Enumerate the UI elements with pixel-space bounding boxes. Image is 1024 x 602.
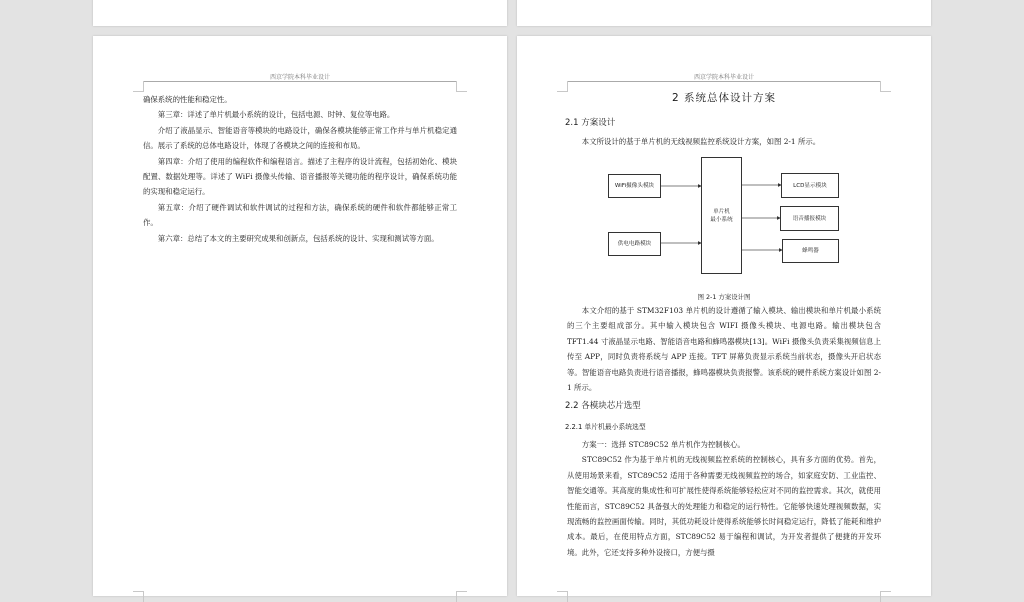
paragraph: 方案一：选择 STC89C52 单片机作为控制核心。: [581, 440, 745, 449]
paragraph: 本文所设计的基于单片机的无线视频监控系统设计方案，如图 2-1 所示。: [581, 137, 821, 146]
mcu-label-line2: 最小系统: [710, 216, 733, 223]
document-page-left: [93, 36, 507, 596]
paragraph: 确保系统的性能和稳定性。: [143, 95, 232, 104]
chapter-title: 2 系统总体设计方案: [671, 92, 777, 104]
section-2-2-body-text[interactable]: [567, 437, 881, 560]
buzzer-box: 蜂鸣器: [782, 239, 839, 263]
paragraph: 本文介绍的基于 STM32F103 单片机的设计遵循了输入模块、输出模块和单片机最小系统的三个主要组成部分。其中输入模块包含 WIFI 摄像头模块、电源电路。输出模块包含 TFT1.44 寸液晶显示电路、智能语音电路和蜂鸣器模块[13]。WiFi 摄像头负责采集视频信息上传至 APP，同时负责将系统与 APP 连接。TFT 屏幕负责显示系统当前状态，摄像头开启状态等。智能语音电路负责进行语音播报，蜂鸣器模块负责报警。该系统的硬件系统方案设计如图 2-1 所示。: [567, 306, 881, 393]
figure-description-text[interactable]: [567, 303, 881, 395]
system-block-diagram: [517, 36, 931, 336]
lcd-display-module-box: LCD显示模块: [781, 173, 839, 198]
previous-page-left: [93, 0, 507, 26]
document-page-right: [517, 36, 931, 596]
paragraph: 第四章：介绍了使用的编程软件和编程语言。描述了主程序的设计流程，包括初始化、模块配置、数据处理等。详述了 WiFi 摄像头传输、语音播报等关键功能的程序设计，确保系统功能的实现和稳定运行。: [143, 156, 457, 197]
mcu-label-line1: 单片机: [713, 208, 730, 215]
wifi-camera-module-box: WiFi摄像头模块: [608, 174, 661, 198]
previous-page-right: [517, 0, 931, 26]
margin-corner-mark: [456, 591, 467, 602]
margin-corner-mark: [557, 591, 568, 602]
figure-caption: 图 2-1 方案设计图: [697, 293, 751, 301]
paragraph: STC89C52 作为基于单片机的无线视频监控系统的控制核心，具有多方面的优势。首先，从使用场景来看，STC89C52 适用于各种需要无线视频监控的场合，如家庭安防、工业监控、智能交通等。其高度的集成性和可扩展性使得系统能够轻松应对不同的监控需求。其次，就使用性能而言，STC89C52 具备强大的处理能力和稳定的运行特性。它能够快速处理视频数据，实现流畅的监控画面传输。同时，其低功耗设计使得系统能够长时间稳定运行，降低了能耗和维护成本。最后，在使用特点方面，STC89C52 易于编程和调试，为开发者提供了便捷的开发环境。此外，它还支持多种外设接口，方便与摄: [567, 455, 881, 557]
paragraph: 第六章：总结了本文的主要研究成果和创新点，包括系统的设计、实现和测试等方面。: [157, 233, 439, 243]
section-title-2-1: 2.1 方案设计: [565, 118, 616, 128]
margin-corner-mark: [133, 81, 144, 92]
page-header: 西京学院本科毕业设计: [269, 74, 330, 81]
paragraph: 第五章：介绍了硬件调试和软件调试的过程和方法，确保系统的硬件和软件都能够正常工作。: [143, 202, 457, 228]
paragraph: 介绍了液晶显示、智能语音等模块的电路设计，确保各模块能够正常工作并与单片机稳定通信。展示了系统的总体电路设计，体现了各模块之间的连接和布局。: [143, 125, 457, 151]
paragraph: 第三章：详述了单片机最小系统的设计，包括电源、时钟、复位等电路。: [157, 110, 395, 120]
section-title-2-2: 2.2 各模块芯片选型: [565, 401, 641, 411]
power-supply-module-box: 供电电路模块: [608, 232, 661, 256]
margin-corner-mark: [133, 591, 144, 602]
page-body-text[interactable]: [143, 92, 457, 246]
subsection-title-2-2-1: 2.2.1 单片机最小系统选型: [565, 423, 646, 431]
margin-corner-mark: [880, 591, 891, 602]
mcu-minimum-system-box: [701, 157, 742, 274]
header-rule: [143, 81, 457, 82]
page-header: 西京学院本科毕业设计: [693, 74, 754, 81]
margin-corner-mark: [456, 81, 467, 92]
voice-broadcast-module-box: 语音播报模块: [780, 206, 839, 231]
